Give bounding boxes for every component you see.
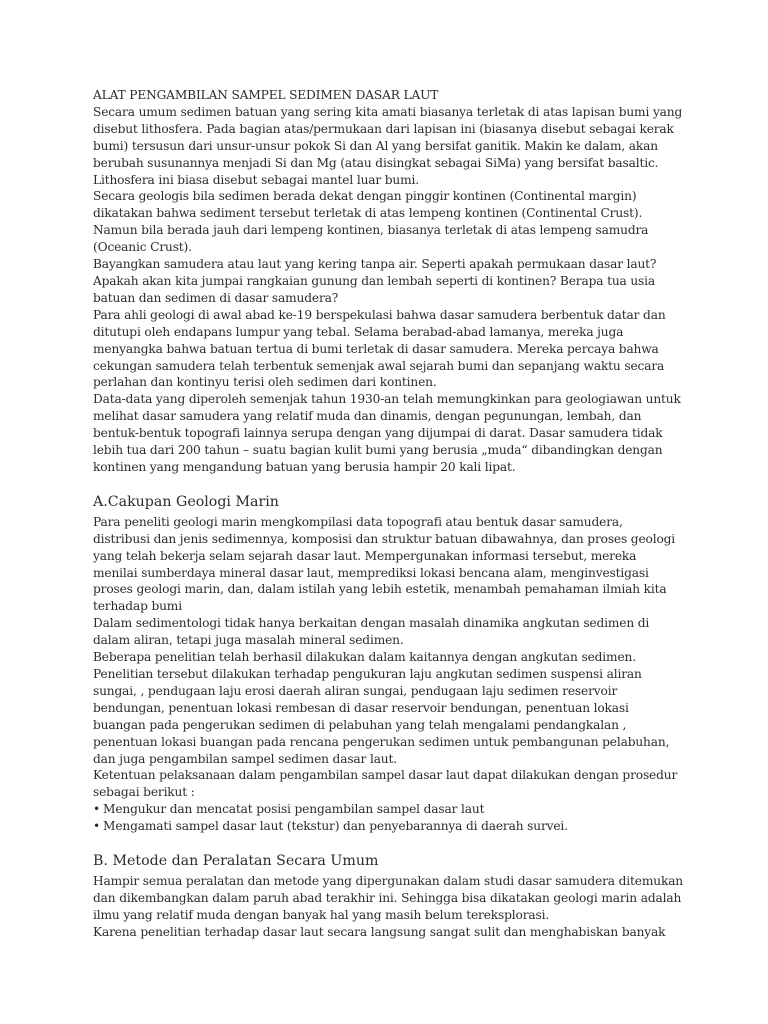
section-b-heading: B. Metode dan Peralatan Secara Umum (93, 853, 379, 870)
section-a-paragraph-2: Dalam sedimentologi tidak hanya berkaitan dengan masalah dinamika angkutan sedimen di dalam aliran, tetapi juga masalah mineral sedimen. (93, 616, 650, 648)
intro-paragraph-5: Data-data yang diperoleh semenjak tahun 1930-an telah memungkinkan para geologiawan untuk melihat dasar samudera yang relatif muda dan dinamis, dengan pegunungan, lembah, dan bentuk-bentuk topografi lainnya serupa dengan yang dijumpai di darat. Dasar samudera tidak lebih tua dari 200 tahun – suatu bagian kulit bumi yang berusia „muda“ dibandingkan dengan kontinen yang mengandung batuan yang berusia hampir 20 kali lipat. (93, 392, 681, 474)
section-a-paragraph-1: Para peneliti geologi marin mengkompilasi data topografi atau bentuk dasar samudera, distribusi dan jenis sedimennya, komposisi dan struktur batuan dibawahnya, dan proses geologi yang telah bekerja selam sejarah dasar laut. Mempergunakan informasi tersebut, mereka menilai sumberdaya mineral dasar laut, memprediksi lokasi bencana alam, menginvestigasi proses geologi marin, dan, dalam istilah yang lebih estetik, menambah pemahaman ilmiah kita terhadap bumi (93, 514, 676, 614)
section-a-paragraph-4: Ketentuan pelaksanaan dalam pengambilan sampel dasar laut dapat dilakukan dengan prosedur sebagai berikut : (93, 768, 678, 800)
bullet-dot-icon: • (93, 802, 101, 817)
document-page (93, 87, 683, 941)
bullet-item-1 (93, 801, 683, 818)
bullet-text-2: Mengamati sampel dasar laut (tekstur) dan penyebarannya di daerah survei. (103, 819, 568, 834)
intro-paragraph-3: Bayangkan samudera atau laut yang kering tanpa air. Seperti apakah permukaan dasar laut? Apakah akan kita jumpai rangkaian gunung dan lembah seperti di kontinen? Berapa tua usia batuan dan sedimen di dasar samudera? (93, 257, 657, 305)
document-title: ALAT PENGAMBILAN SAMPEL SEDIMEN DASAR LAUT (93, 88, 439, 102)
section-b-paragraph-1: Hampir semua peralatan dan metode yang dipergunakan dalam studi dasar samudera ditemukan dan dikembangkan dalam paruh abad terakhir ini. Sehingga bisa dikatakan geologi marin adalah ilmu yang relatif muda dengan banyak hal yang masih belum tereksplorasi. (93, 874, 684, 922)
section-a-paragraph-3: Beberapa penelitian telah berhasil dilakukan dalam kaitannya dengan angkutan sedimen. Penelitian tersebut dilakukan terhadap pengukuran laju angkutan sedimen suspensi aliran sungai, , pendugaan laju erosi daerah aliran sungai, pendugaan laju sedimen reservoir bendungan, penentuan lokasi rembesan di dasar reservoir bendungan, penentuan lokasi buangan pada pengerukan sedimen di pelabuhan yang telah mengalami pendangkalan , penentuan lokasi buangan pada rencana pengerukan sedimen untuk pembangunan pelabuhan, dan juga pengambilan sampel sedimen dasar laut. (93, 650, 670, 766)
intro-paragraph-1: Secara umum sedimen batuan yang sering kita amati biasanya terletak di atas lapisan bumi yang disebut lithosfera. Pada bagian atas/permukaan dari lapisan ini (biasanya disebut sebagai kerak bumi) tersusun dari unsur-unsur pokok Si dan Al yang bersifat ganitik. Makin ke dalam, akan berubah susunannya menjadi Si dan Mg (atau disingkat sebagai SiMa) yang bersifat basaltic. Lithosfera ini biasa disebut sebagai mantel luar bumi. (93, 104, 683, 187)
bullet-dot-icon: • (93, 819, 101, 834)
section-b-paragraph-2: Karena penelitian terhadap dasar laut secara langsung sangat sulit dan menghabiskan banyak (93, 924, 666, 939)
intro-paragraph-4: Para ahli geologi di awal abad ke-19 berspekulasi bahwa dasar samudera berbentuk datar dan ditutupi oleh endapans lumpur yang tebal. Selama berabad-abad lamanya, mereka juga menyangka bahwa batuan tertua di bumi terletak di dasar samudera. Mereka percaya bahwa cekungan samudera telah terbentuk semenjak awal sejarah bumi dan sepanjang waktu secara perlahan dan kontinyu terisi oleh sedimen dari kontinen. (93, 307, 666, 390)
section-a-heading: A.Cakupan Geologi Marin (93, 493, 279, 510)
bullet-text-1: Mengukur dan mencatat posisi pengambilan sampel dasar laut (103, 802, 485, 817)
intro-paragraph-2: Secara geologis bila sedimen berada dekat dengan pinggir kontinen (Continental margin) dikatakan bahwa sediment tersebut terletak di atas lempeng kontinen (Continental Crust). Namun bila berada jauh dari lempeng kontinen, biasanya terletak di atas lempeng samudra (Oceanic Crust). (93, 189, 649, 255)
bullet-item-2 (93, 818, 683, 835)
